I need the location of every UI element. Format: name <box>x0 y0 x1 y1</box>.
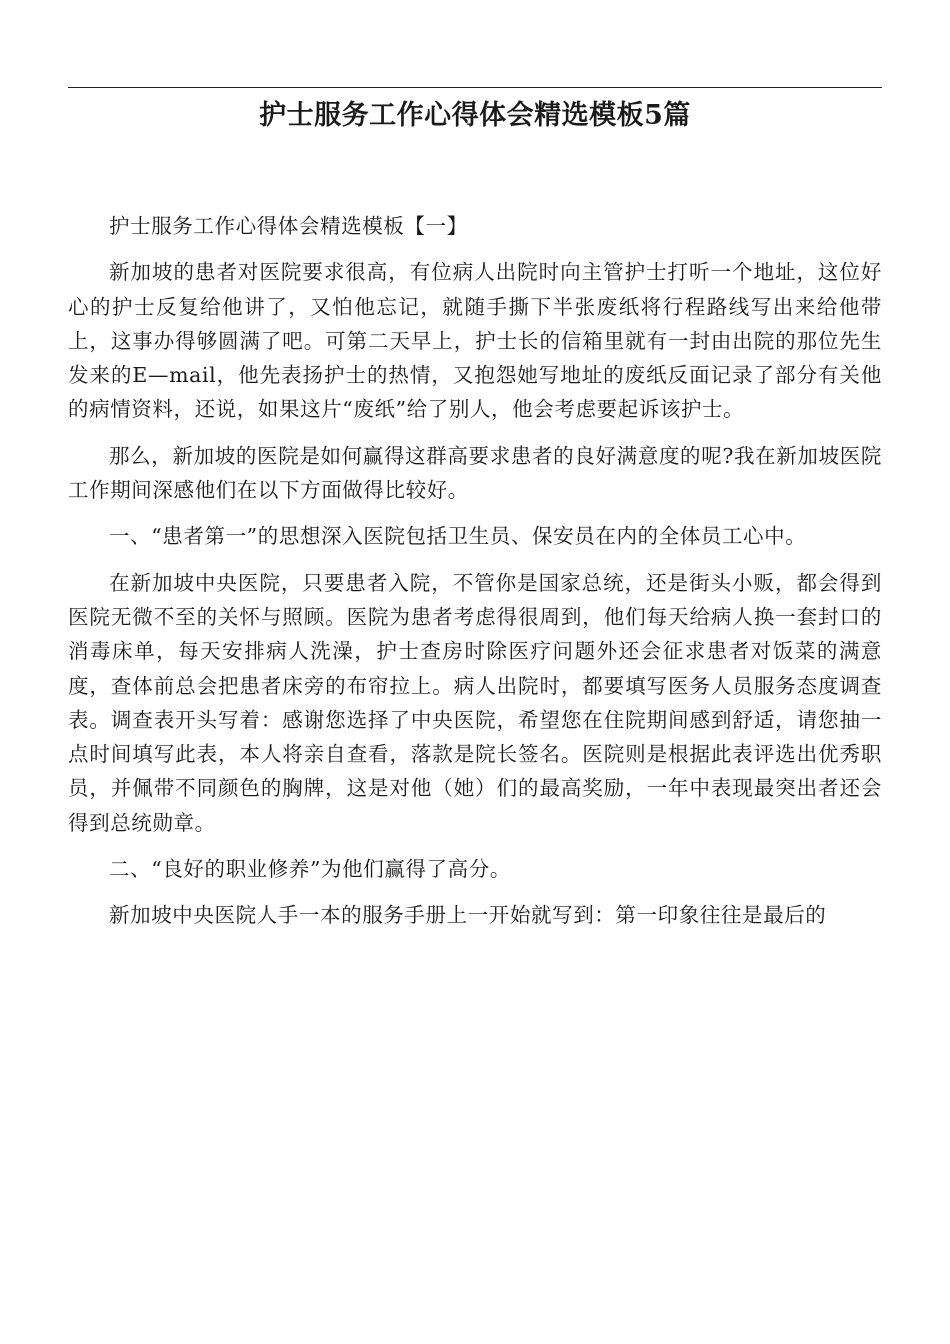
paragraph: 那么，新加坡的医院是如何赢得这群高要求患者的良好满意度的呢?我在新加坡医院工作期间深感他们在以下方面做得比较好。 <box>68 443 882 503</box>
document-title: 护士服务工作心得体会精选模板5篇 <box>259 100 691 131</box>
subheading: 二、“良好的职业修养”为他们赢得了高分。 <box>109 857 511 882</box>
document-body <box>68 209 882 945</box>
section-heading: 护士服务工作心得体会精选模板【一】 <box>109 214 468 238</box>
paragraph: 在新加坡中央医院，只要患者入院，不管你是国家总统，还是街头小贩，都会得到医院无微不至的关怀与照顾。医院为患者考虑得很周到，他们每天给病人换一套封口的消毒床单，每天安排病人洗澡，护士查房时除医疗问题外还会征求患者对饭菜的满意度，查体前总会把患者床旁的布帘拉上。病人出院时，都要填写医务人员服务态度调查表。调查表开头写着：感谢您选择了中央医院，希望您在住院期间感到舒适，请您抽一点时间填写此表，本人将亲自查看，落款是院长签名。医院则是根据此表评选出优秀职员，并佩带不同颜色的胸牌，这是对他（她）们的最高奖励，一年中表现最突出者还会得到总统勋章。 <box>68 570 882 835</box>
header-rule <box>68 87 882 88</box>
paragraph: 新加坡的患者对医院要求很高，有位病人出院时向主管护士打听一个地址，这位好心的护士反复给他讲了，又怕他忘记，就随手撕下半张废纸将行程路线写出来给他带上，这事办得够圆满了吧。可第二天早上，护士长的信箱里就有一封由出院的那位先生发来的E—mail，他先表扬护士的热情，又抱怨她写地址的废纸反面记录了部分有关他的病情资料，还说，如果这片“废纸”给了别人，他会考虑要起诉该护士。 <box>68 260 882 422</box>
subheading: 一、“患者第一”的思想深入医院包括卫生员、保安员在内的全体员工心中。 <box>109 524 807 549</box>
paragraph: 新加坡中央医院人手一本的服务手册上一开始就写到：第一印象往往是最后的 <box>109 903 827 928</box>
